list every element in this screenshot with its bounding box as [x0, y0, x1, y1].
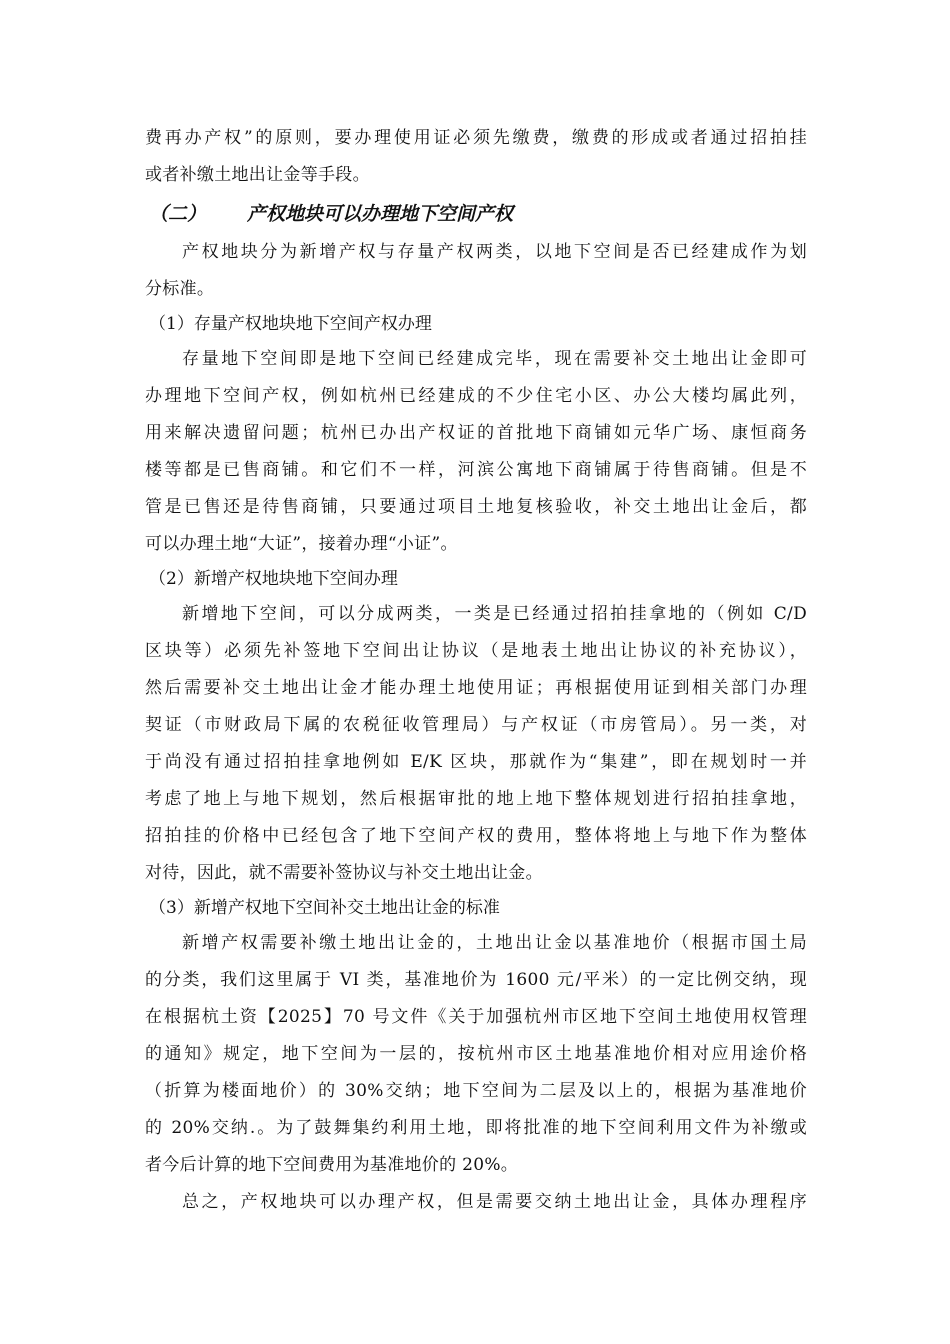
subheading-new: （2）新增产权地块地下空间办理 [149, 569, 398, 589]
text-line: 存量地下空间即是地下空间已经建成完毕，现在需要补交土地出让金即可 [182, 349, 807, 369]
text-line: 者今后计算的地下空间费用为基准地价的 20%。 [145, 1155, 519, 1175]
paragraph-intro [145, 120, 807, 194]
text-line: 费再办产权”的原则，要办理使用证必须先缴费，缴费的形成或者通过招拍挂 [145, 128, 807, 148]
section-heading [145, 194, 807, 234]
text-line: （折算为楼面地价）的 30%交纳；地下空间为二层及以上的，根据为基准地价 [145, 1081, 807, 1101]
paragraph-classification [145, 234, 807, 308]
text-line: 总之，产权地块可以办理产权，但是需要交纳土地出让金，具体办理程序 [182, 1192, 807, 1212]
text-line: 分标准。 [145, 279, 215, 299]
text-line: 用来解决遗留问题；杭州已办出产权证的首批地下商铺如元华广场、康恒商务 [145, 423, 807, 443]
text-line: 区块等）必须先补签地下空间出让协议（是地表土地出让协议的补充协议）， [145, 641, 807, 661]
text-line: 对待，因此，就不需要补签协议与补交土地出让金。 [145, 863, 543, 883]
text-line: 产权地块分为新增产权与存量产权两类，以地下空间是否已经建成作为划 [182, 242, 807, 262]
text-line: 管是已售还是待售商铺，只要通过项目土地复核验收，补交土地出让金后，都 [145, 497, 807, 517]
text-line: 新增产权需要补缴土地出让金的，土地出让金以基准地价（根据市国土局 [182, 933, 807, 953]
text-line: 招拍挂的价格中已经包含了地下空间产权的费用，整体将地上与地下作为整体 [145, 826, 807, 846]
text-line: 的分类，我们这里属于 VI 类，基准地价为 1600 元/平米）的一定比例交纳，现 [145, 970, 807, 990]
paragraph-standard [145, 925, 807, 1184]
paragraph-stock [145, 341, 807, 563]
text-line: 契证（市财政局下属的农税征收管理局）与产权证（市房管局）。另一类，对 [145, 715, 807, 735]
subheading-stock: （1）存量产权地块地下空间产权办理 [149, 314, 432, 334]
document-body [145, 120, 807, 1221]
text-line: 的 20%交纳.。为了鼓舞集约利用土地，即将批准的地下空间利用文件为补缴或 [145, 1118, 807, 1138]
text-line: 楼等都是已售商铺。和它们不一样，河滨公寓地下商铺属于待售商铺。但是不 [145, 460, 807, 480]
text-line: 于尚没有通过招拍挂拿地例如 E/K 区块，那就作为“集建”，即在规划时一并 [145, 752, 807, 772]
text-line: 然后需要补交土地出让金才能办理土地使用证；再根据使用证到相关部门办理 [145, 678, 807, 698]
text-line: 考虑了地上与地下规划，然后根据审批的地上地下整体规划进行招拍挂拿地， [145, 789, 807, 809]
text-line: 可以办理土地“大证”，接着办理“小证”。 [145, 534, 458, 554]
text-line: 在根据杭土资【2025】70 号文件《关于加强杭州市区地下空间土地使用权管理 [145, 1007, 807, 1027]
text-line: 的通知》规定，地下空间为一层的，按杭州市区土地基准地价相对应用途价格 [145, 1044, 807, 1064]
section-number: （二） [149, 203, 207, 225]
text-line: 办理地下空间产权，例如杭州已经建成的不少住宅小区、办公大楼均属此列， [145, 386, 807, 406]
paragraph-new [145, 596, 807, 892]
section-title: 产权地块可以办理地下空间产权 [247, 203, 514, 225]
subheading-standard: （3）新增产权地下空间补交土地出让金的标准 [149, 898, 500, 918]
text-line: 或者补缴土地出让金等手段。 [145, 165, 370, 185]
text-line: 新增地下空间，可以分成两类，一类是已经通过招拍挂拿地的（例如 C/D [182, 604, 807, 624]
paragraph-summary [145, 1184, 807, 1221]
